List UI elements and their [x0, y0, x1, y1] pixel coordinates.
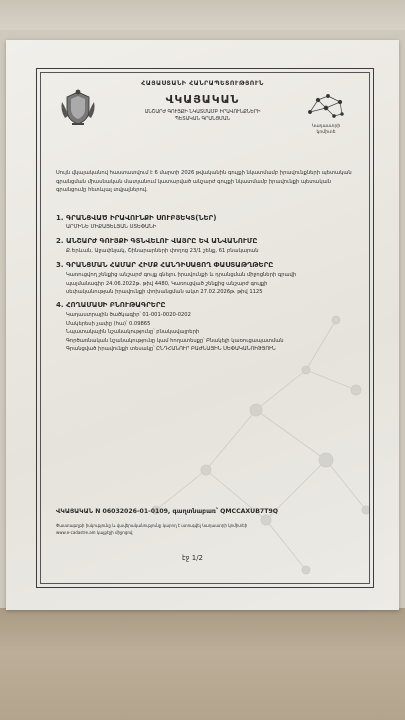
section-4-text: [66, 311, 356, 354]
background-wall: [0, 0, 405, 30]
functional-purpose: Գործառնական նշանակությունը կամ հողատեսքը՝ Բնակելի կառուցապատման: [66, 337, 284, 344]
document-line: սեփականության իրավունքի փոխանցման ակտ 27.02.2026թ. թիվ 1125: [66, 289, 263, 295]
logo-text-line2: կոմիտե: [316, 130, 336, 135]
verification-note: Փաստաթղթի իսկությունը և վավերականությունը կարող է ստուգվել Կադաստրի կոմիտեի: [56, 523, 248, 528]
section-3-text: [66, 271, 356, 297]
section-1-text: [66, 223, 356, 232]
land-area: Մակերեսի չափը (հա)՝ 0.09865: [66, 320, 151, 327]
cadastre-network-logo-icon: [306, 90, 346, 120]
cadastral-code: Կադաստրային ծածկագիր՝ 01-001-0020-0202: [66, 312, 191, 318]
document-line: Կառուցվող շենքից անշարժ գույք գնելու իրավունքի և դրանցման միջոցների գրավի: [66, 272, 297, 278]
owner-name: ԱՐՄԻՆԵ ՄԻՔԱՅԵԼՅԱՆ ՍՏԵՓԱՆԻ: [66, 224, 157, 230]
intro-paragraph: Սույն վկայականով հաստատվում է 6 մարտի 2026 թվականին գույքի նկատմամբ իրավունքների պետական գրանցման միասնական մատյանում կատարված անշարժ գույքի նկատմամբ իրավունքի պետական գրանցումը հետևյալ տվյալներով.: [56, 170, 352, 193]
government-name: ՀԱՅԱՍՏԱՆԻ ՀԱՆՐԱՊԵՏՈՒԹՅՈՒՆ: [141, 80, 264, 87]
page-number: էջ 1/2: [182, 554, 204, 562]
document-title: ՎԿԱՅԱԿԱՆ: [165, 93, 240, 106]
wooden-desk: [0, 608, 405, 720]
logo-label: [288, 124, 364, 136]
section-3-heading: 3. ԳՐԱՆՑՄԱՆ ՀԱՄԱՐ ՀԻՄՔ ՀԱՆԴԻՍԱՑՈՂ ՓԱՍՏԱԹՂԹԵՐԸ: [56, 261, 274, 269]
certificate-page: [6, 40, 399, 610]
verification-website: www.e-cadastre.am կայքէջի միջոցով: [56, 530, 133, 535]
land-purpose: Նպատակային նշանակությունը՝ բնակավայրերի: [66, 329, 200, 335]
section-2-text: [66, 247, 356, 256]
right-type: Գրանցված իրավունքի տեսակը՝ ԸՆԴՀԱՆՈՒՐ ԲԱԺՆԱՅԻՆ ՍԵՓԱԿԱՆՈՒԹՅՈՒՆ: [66, 346, 276, 352]
property-address: Ք.Երևան, Աջափնյակ, Շինարարների փողոց 23/1 շենք, 61 բնակարան: [66, 248, 259, 254]
certificate-number: ՎԿԱՅԱԿԱՆ N 06032026-01-0109, գաղտնաբառ՝ QMCCAXUB7T9Q: [56, 508, 279, 515]
document-line: պայմանագիր 24.06.2022թ. թիվ 4480, Կառուցված շենքից անշարժ գույքի: [66, 280, 268, 287]
document-subtitle-line2: ՊԵՏԱԿԱՆ ԳՐԱՆՑՄԱՆ: [174, 117, 231, 122]
section-4-heading: 4. ՀՈՂԱՄԱՍԻ ԲՆՈՒԹԱԳՐԵՐԸ: [56, 301, 166, 309]
section-2-heading: 2. ԱՆՇԱՐԺ ԳՈՒՅՔԻ ԳՏՆՎԵԼՈՒ ՎԱՅՐԸ ԵՎ ԱՆՎԱՆՈՒՄԸ: [56, 237, 258, 245]
coat-of-arms-icon: [58, 88, 98, 128]
section-1-heading: 1. ԳՐԱՆՑՎԱԾ ԻՐԱՎՈՒՆՔԻ ՍՈՒԲՅԵԿՏ(ՆԵՐ): [56, 214, 217, 222]
document-subtitle-line1: ԱՆՇԱՐԺ ԳՈՒՅՔԻ ՆԿԱՏՄԱՄԲ ԻՐԱՎՈՒՆՔՆԵՐԻ: [144, 110, 261, 115]
logo-text-line1: Կադաստրի: [311, 124, 341, 129]
